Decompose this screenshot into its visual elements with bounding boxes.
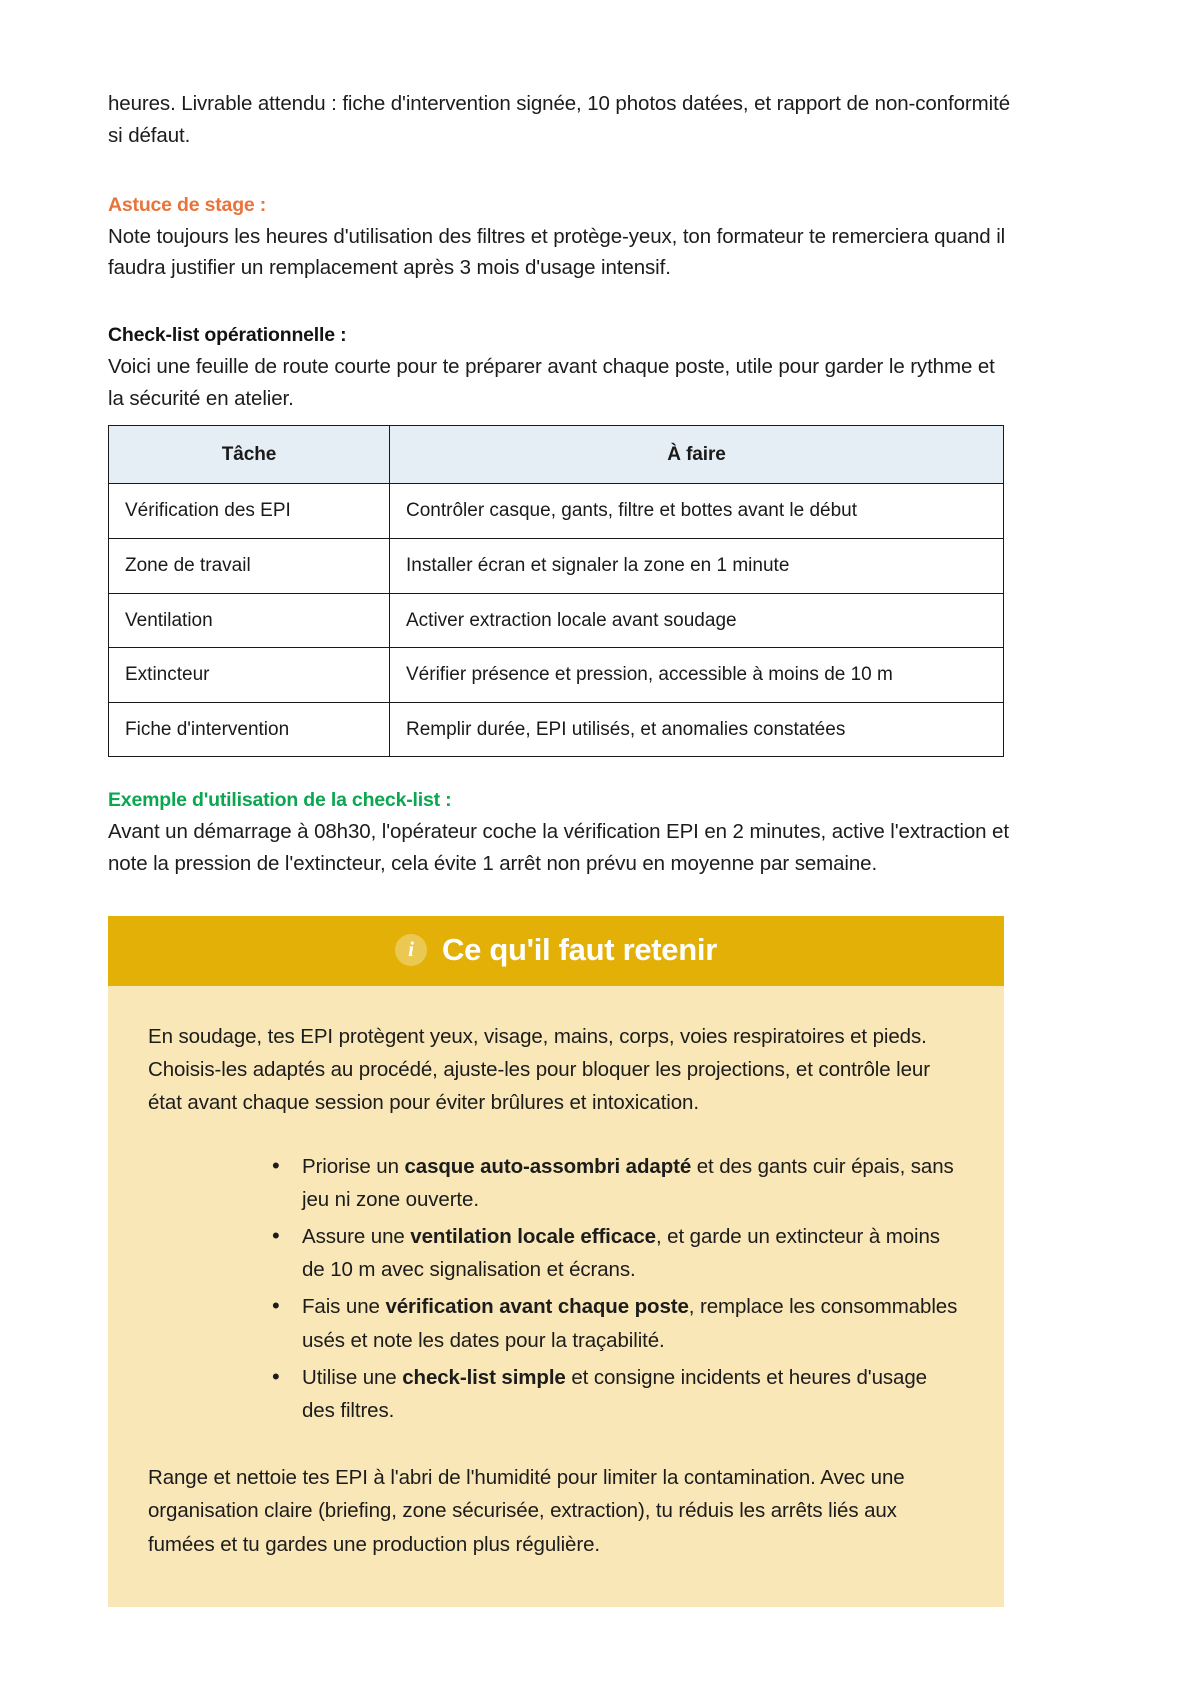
cell-task: Extincteur <box>109 648 390 703</box>
checklist-intro-paragraph: Voici une feuille de route courte pour te préparer avant chaque poste, utile pour garder le rythme et la sécurité en atelier. <box>108 355 995 410</box>
tip-heading: Astuce de stage : <box>108 193 267 216</box>
column-header-action: À faire <box>390 425 1004 484</box>
bullet-text-before: Assure une <box>302 1224 411 1248</box>
cell-action: Installer écran et signaler la zone en 1 minute <box>390 538 1004 593</box>
cell-action: Contrôler casque, gants, filtre et bottes avant le début <box>390 484 1004 539</box>
bullet-text-after: et des gants cuir épais, sans jeu ni zone ouverte. <box>302 1154 954 1211</box>
list-item <box>272 1150 964 1216</box>
table-row <box>109 593 1004 648</box>
cell-action: Remplir durée, EPI utilisés, et anomalies constatées <box>390 702 1004 757</box>
cell-action: Activer extraction locale avant soudage <box>390 593 1004 648</box>
tip-paragraph: Note toujours les heures d'utilisation des filtres et protège-yeux, ton formateur te remerciera quand il faudra justifier un remplacement après 3 mois d'usage intensif. <box>108 224 1006 280</box>
callout-header <box>108 916 1004 986</box>
example-heading: Exemple d'utilisation de la check-list : <box>108 789 452 812</box>
info-icon: i <box>395 934 427 966</box>
key-takeaway-callout <box>108 916 1004 1607</box>
bullet-text-bold: casque auto-assombri adapté <box>404 1154 692 1178</box>
cell-task: Ventilation <box>109 593 390 648</box>
callout-bullet-list <box>148 1150 964 1428</box>
cell-task: Zone de travail <box>109 538 390 593</box>
bullet-text-bold: check-list simple <box>402 1365 566 1389</box>
bullet-text-after: , et garde un extincteur à moins de 10 m avec signalisation et écrans. <box>302 1224 940 1282</box>
checklist-table <box>108 425 1004 758</box>
bullet-text-before: Priorise un <box>302 1154 405 1178</box>
cell-task: Fiche d'intervention <box>109 702 390 757</box>
cell-task: Vérification des EPI <box>109 484 390 539</box>
cell-action: Vérifier présence et pression, accessible à moins de 10 m <box>390 648 1004 703</box>
list-item <box>272 1290 964 1356</box>
spacer <box>108 757 1010 789</box>
bullet-text-before: Fais une <box>302 1295 386 1319</box>
callout-outro-paragraph: Range et nettoie tes EPI à l'abri de l'humidité pour limiter la contamination. Avec une organisation claire (briefing, zone sécurisée, extraction), tu réduis les arrêts liés aux fumées et tu gardes une production plus régulière. <box>148 1466 905 1556</box>
bullet-text-after: , remplace les consommables usés et note les dates pour la traçabilité. <box>302 1295 958 1352</box>
table-row <box>109 538 1004 593</box>
list-item <box>272 1361 964 1427</box>
callout-intro-paragraph: En soudage, tes EPI protègent yeux, visage, mains, corps, voies respiratoires et pieds. Choisis-les adaptés au procédé, ajuste-les pour bloquer les projections, et contrôle leur état avant chaque session pour éviter brûlures et intoxication. <box>148 1024 930 1115</box>
example-paragraph: Avant un démarrage à 08h30, l'opérateur coche la vérification EPI en 2 minutes, active l'extraction et note la pression de l'extincteur, cela évite 1 arrêt non prévu en moyenne par semaine. <box>108 820 1009 876</box>
callout-body <box>108 986 1004 1607</box>
intro-paragraph: heures. Livrable attendu : fiche d'intervention signée, 10 photos datées, et rapport de non-conformité si défaut. <box>108 92 1010 147</box>
callout-title: Ce qu'il faut retenir <box>442 931 717 967</box>
table-body <box>109 484 1004 757</box>
table-row <box>109 702 1004 757</box>
table-head <box>109 425 1004 484</box>
bullet-text-bold: vérification avant chaque poste <box>385 1295 689 1319</box>
table-row <box>109 648 1004 703</box>
table-row <box>109 484 1004 539</box>
bullet-text-before: Utilise une <box>302 1365 403 1389</box>
bullet-text-bold: ventilation locale efficace <box>410 1224 656 1248</box>
bullet-text-after: et consigne incidents et heures d'usage des filtres. <box>302 1365 927 1422</box>
list-item <box>272 1220 964 1286</box>
table-header-row <box>109 425 1004 484</box>
spacer <box>108 284 1010 324</box>
checklist-heading: Check-list opérationnelle : <box>108 324 347 347</box>
column-header-task: Tâche <box>109 425 390 484</box>
